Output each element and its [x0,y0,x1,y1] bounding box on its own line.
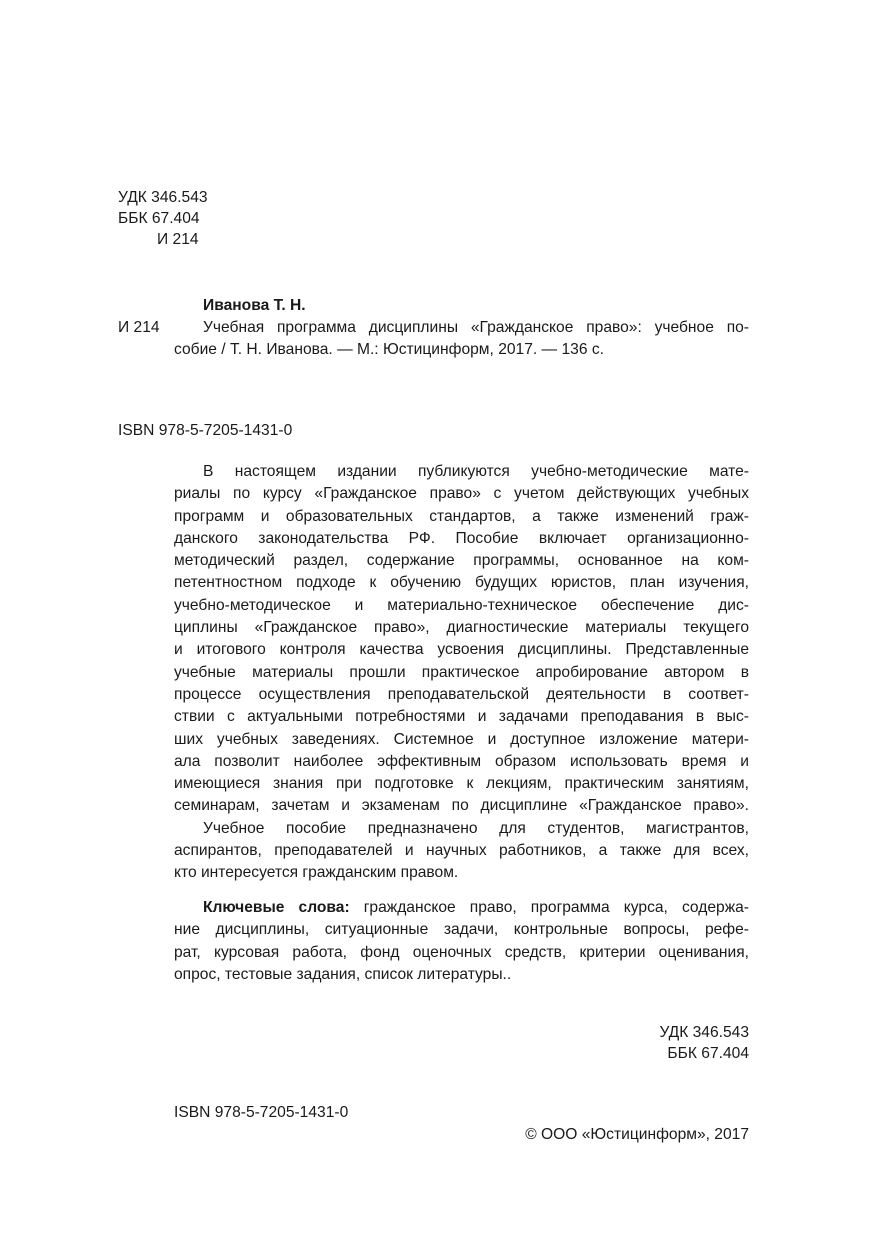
bib-author: Иванова Т. Н. [203,297,306,314]
isbn-bottom: ISBN 978-5-7205-1431-0 [174,1104,349,1121]
abstract-line: программ и образовательных стандартов, а также изменений граж- [174,507,749,525]
abstract-line: процессе осуществления преподавательской деятельности в соответ- [174,685,749,703]
keywords-line: ние дисциплины, ситуационные задачи, контрольные вопросы, рефе- [174,921,749,939]
keywords-line: рат, курсовая работа, фонд оценочных средств, критерии оценивания, [174,943,749,961]
keywords-label: Ключевые слова: [203,899,350,916]
abstract-line: аспирантов, преподавателей и научных работников, а также для всех, [174,842,749,860]
abstract-line: и итогового контроля качества усвоения дисциплины. Представленные [174,641,749,659]
abstract [174,461,749,885]
abstract-line: ствии с актуальными потребностями и задачами преподавания в выс- [174,708,749,726]
keywords [174,897,749,986]
abstract-line: данского законодательства РФ. Пособие включает организационно- [174,529,749,547]
abstract-line: риалы по курсу «Гражданское право» с учетом действующих учебных [174,485,749,503]
bib-mark: И 214 [118,319,160,336]
abstract-line: имеющиеся знания при подготовке к лекциям, практическим занятиям, [174,775,749,793]
bbk-code: ББК 67.404 [118,210,200,227]
abstract-line: ших учебных заведениях. Системное и доступное изложение матери- [174,730,749,748]
keywords-line [174,897,749,919]
author-mark: И 214 [157,231,199,248]
udk-code-footer: УДК 346.543 [659,1024,749,1041]
abstract-line: циплины «Гражданское право», диагностические материалы текущего [174,619,749,637]
keywords-line: опрос, тестовые задания, список литературы.. [174,965,512,983]
abstract-line: В настоящем издании публикуются учебно-методические мате- [203,463,749,480]
copyright: © ООО «Юстицинформ», 2017 [525,1126,749,1143]
bib-line: собие / Т. Н. Иванова. — М.: Юстицинформ, 2017. — 136 с. [174,341,604,358]
udk-code: УДК 346.543 [118,189,208,206]
abstract-line: Учебное пособие предназначено для студентов, магистрантов, [203,819,749,837]
abstract-line: учебно-методическое и материально-техническое обеспечение дис- [174,596,749,614]
abstract-line: кто интересуется гражданским правом. [174,864,459,882]
abstract-line: методический раздел, содержание программы, основанное на ком- [174,552,749,570]
bbk-code-footer: ББК 67.404 [667,1045,749,1062]
bib-line: Учебная программа дисциплины «Гражданское право»: учебное по- [203,319,749,336]
isbn-top: ISBN 978-5-7205-1431-0 [118,422,293,439]
keywords-text: гражданское право, программа курса, содержа- [349,899,749,916]
abstract-line: ала позволит наиболее эффективным образом использовать время и [174,752,749,770]
abstract-line: семинарам, зачетам и экзаменам по дисциплине «Гражданское право». [174,797,749,815]
abstract-line: петентностном подходе к обучению будущих юристов, план изучения, [174,574,749,592]
abstract-line: учебные материалы прошли практическое апробирование автором в [174,663,749,681]
